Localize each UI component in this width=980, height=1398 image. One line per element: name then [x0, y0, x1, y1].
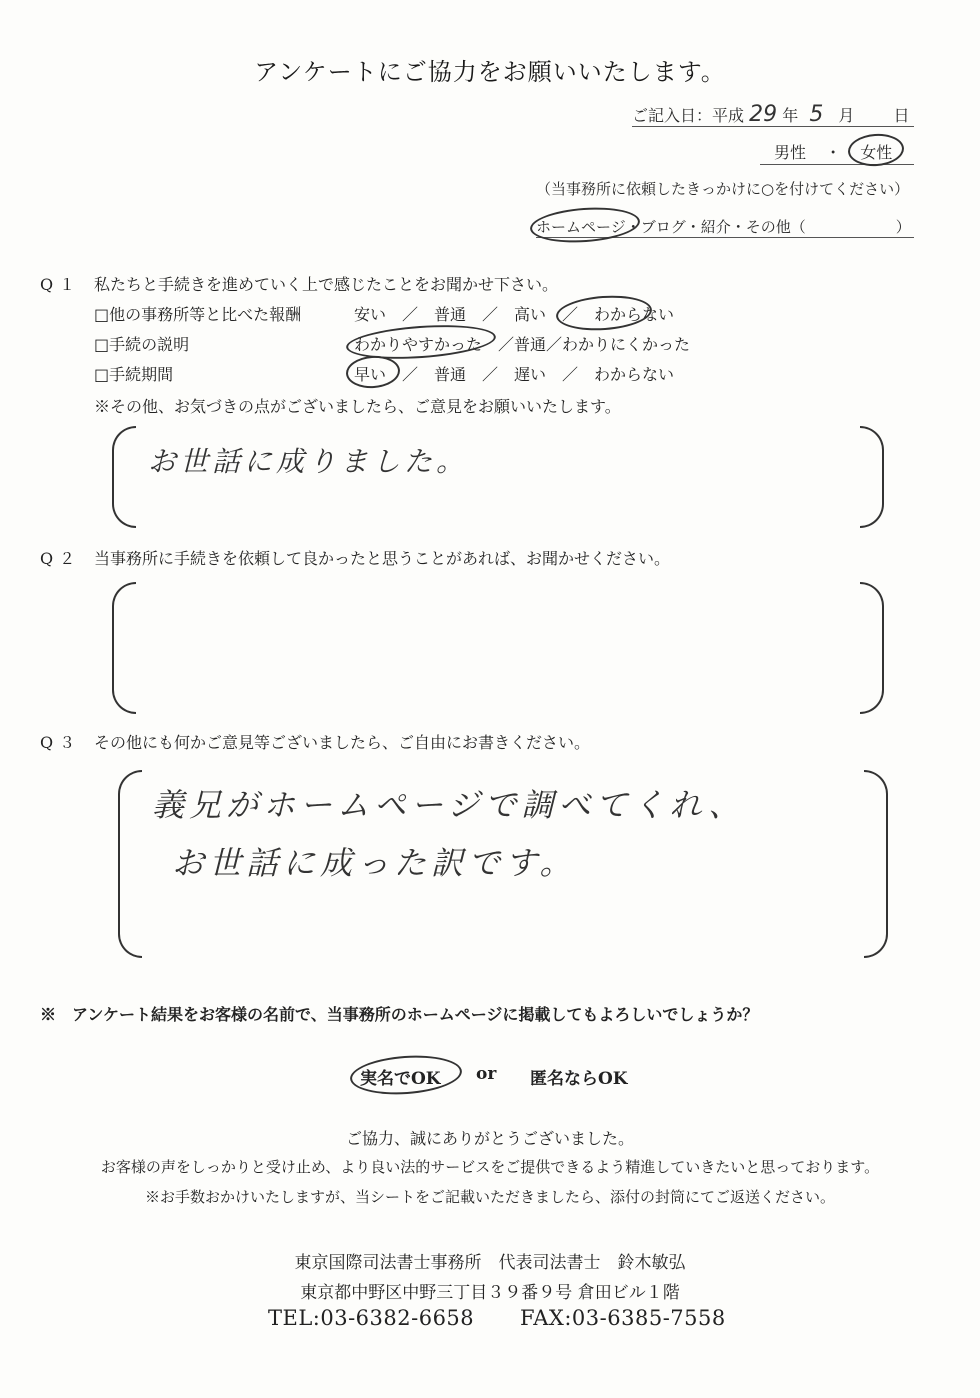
thanks-line-3: ※お手数おかけいたしますが、当シートをご記載いただきましたら、添付の封筒にてご返送ください。 — [144, 1188, 835, 1206]
trigger-homepage-circle — [529, 204, 641, 246]
consent-option-real: 実名でOK — [360, 1069, 441, 1089]
gender-female: 女性 — [860, 143, 893, 162]
date-label: ご記入日：平成 — [632, 106, 745, 125]
q1-answer-bracket-left — [112, 426, 136, 528]
date-line — [632, 102, 914, 127]
q1-item-period-options: 早い ／ 普通 ／ 遅い ／ わからない — [354, 365, 675, 384]
q1-note: ※その他、お気づきの点がございましたら、ご意見をお願いいたします。 — [94, 397, 621, 416]
office-fax: FAX:03-6385-7558 — [520, 1306, 726, 1330]
q2-answer-bracket-left — [112, 582, 136, 714]
thanks-line-2: お客様の声をしっかりと受け止め、より良い法的サービスをご提供できるよう精進していきたいと思っております。 — [100, 1158, 880, 1176]
day-label: 日 — [893, 106, 910, 125]
year-value: 29 — [749, 102, 778, 127]
gender-male: 男性 — [774, 143, 807, 162]
q3-question: その他にも何かご意見等ございましたら、ご自由にお書きください。 — [94, 733, 591, 752]
fee-answer-circle — [555, 293, 653, 334]
q2-answer-bracket-right — [860, 582, 884, 714]
trigger-prompt: （当事務所に依頼したきっかけに○を付けてください） — [536, 180, 910, 198]
thanks-line-1: ご協力、誠にありがとうございました。 — [345, 1129, 634, 1148]
month-label: 月 — [838, 106, 855, 125]
trigger-options: ホームページ・ブログ・紹介・その他（ ） — [536, 216, 914, 238]
month-value: 5 — [809, 102, 824, 127]
q1-answer-bracket-right — [860, 426, 884, 528]
q3-answer-bracket-left — [118, 770, 142, 958]
q1-number: Q１ — [40, 275, 82, 294]
consent-real-circle — [349, 1052, 463, 1098]
consent-option-anon: 匿名ならOK — [530, 1069, 628, 1089]
office-address: 東京都中野区中野三丁目３９番９号 倉田ビル１階 — [300, 1283, 680, 1303]
q1-question: 私たちと手続きを進めていく上で感じたことをお聞かせ下さい。 — [94, 275, 559, 294]
q3-answer-line1: 義兄がホームページで調べてくれ、 — [152, 786, 746, 824]
office-tel: TEL:03-6382-6658 — [268, 1306, 475, 1330]
q3-answer-bracket-right — [864, 770, 888, 958]
gender-separator: ・ — [825, 143, 842, 162]
q3-answer-line2: お世話に成った訳です。 — [172, 844, 577, 882]
q1-item-explanation-label: □手続の説明 — [94, 335, 190, 354]
q1-item-explanation-options: わかりやすかった ／普通／わかりにくかった — [354, 335, 691, 354]
q1-item-period-label: □手続期間 — [94, 365, 174, 384]
consent-or: or — [476, 1064, 497, 1084]
q1-answer-text: お世話に成りました。 — [148, 445, 469, 478]
office-name: 東京国際司法書士事務所 代表司法書士 鈴木敏弘 — [294, 1253, 686, 1273]
q2-question: 当事務所に手続きを依頼して良かったと思うことがあれば、お聞かせください。 — [94, 549, 671, 568]
consent-question: ※ アンケート結果をお客様の名前で、当事務所のホームページに掲載してもよろしいでしょうか？ — [40, 1005, 759, 1024]
q2-number: Q２ — [40, 549, 82, 568]
survey-title: アンケートにご協力をお願いいたします。 — [254, 58, 726, 86]
q3-number: Q３ — [40, 733, 82, 752]
q1-item-fee-options: 安い ／ 普通 ／ 高い ／ わからない — [354, 305, 675, 324]
q1-item-fee-label: □他の事務所等と比べた報酬 — [94, 305, 302, 324]
year-label: 年 — [782, 106, 799, 125]
